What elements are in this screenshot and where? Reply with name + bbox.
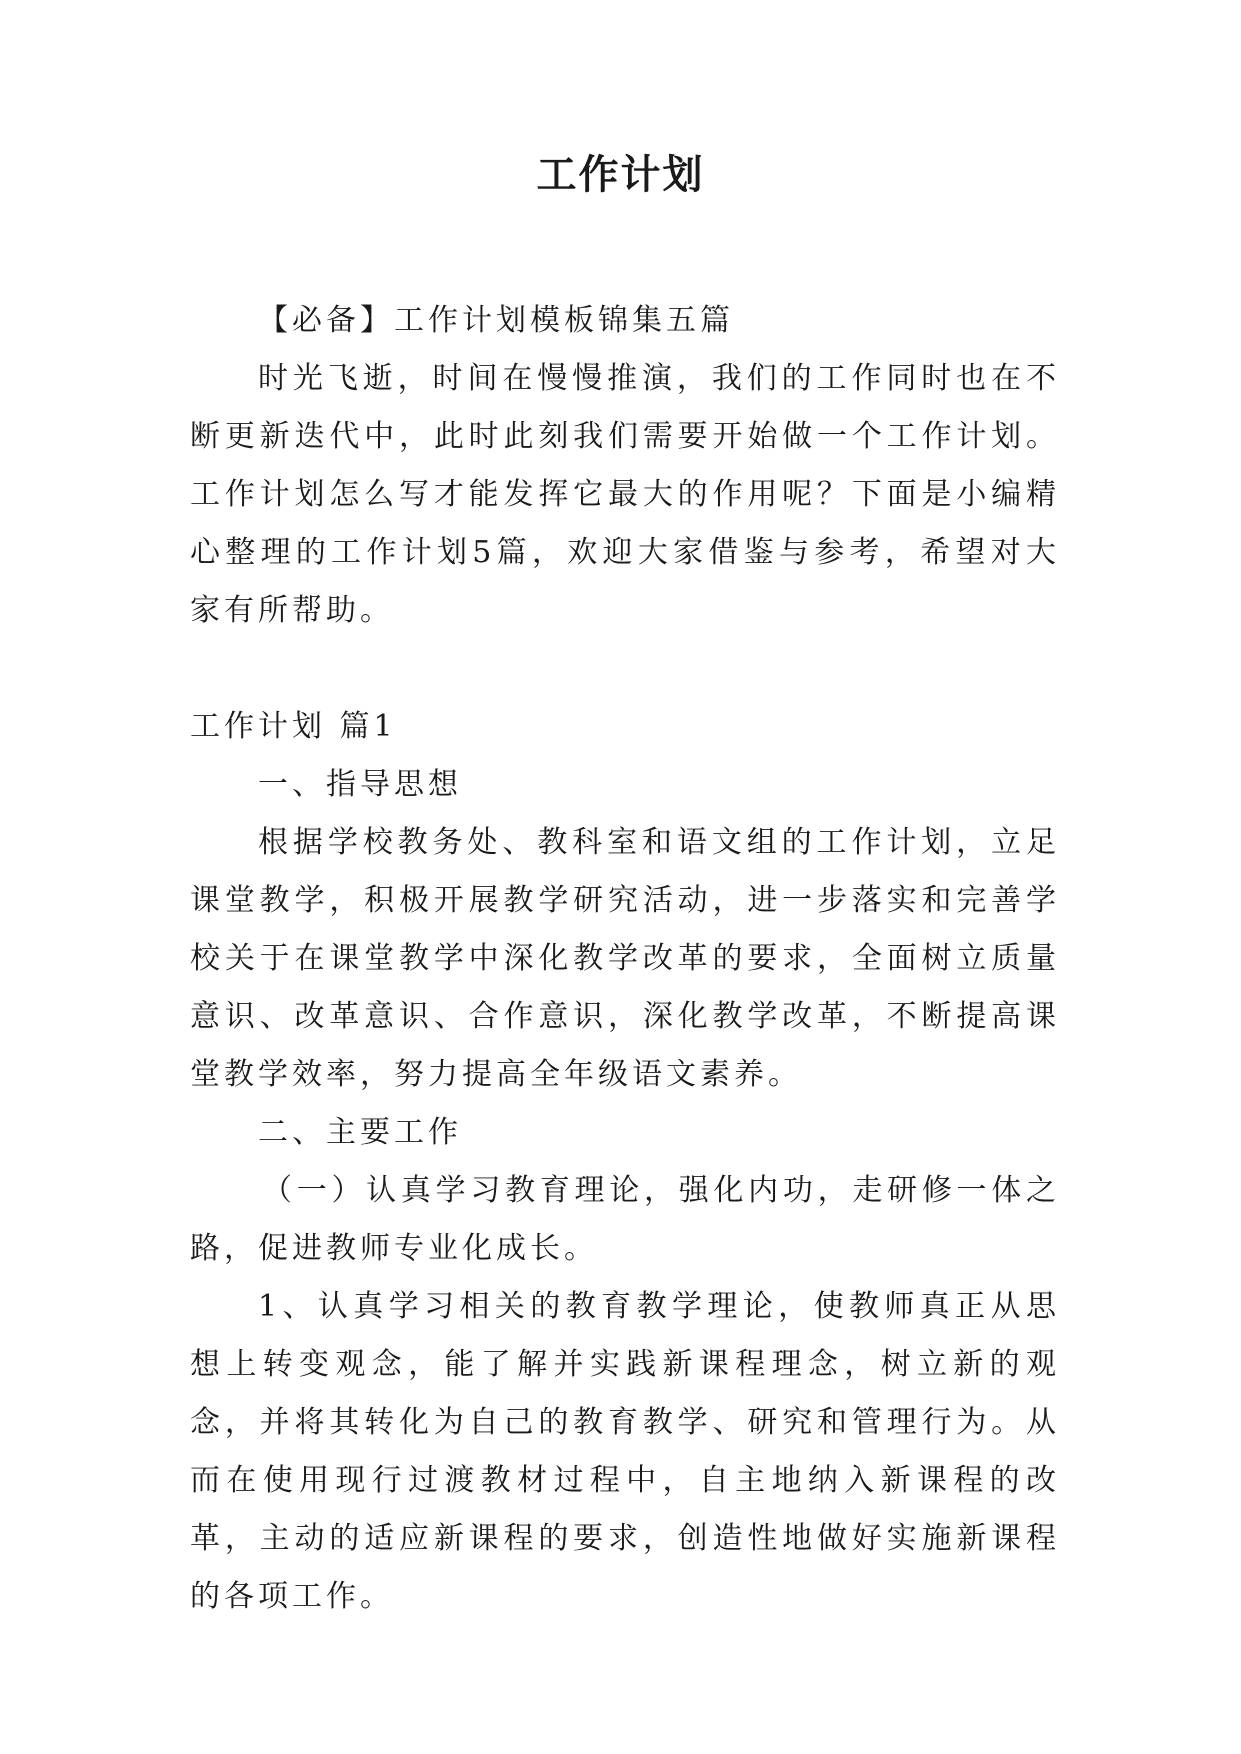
subheading-guiding-ideology: 一、指导思想 xyxy=(258,767,462,802)
guiding-ideology-paragraph: 根据学校教务处、教科室和语文组的工作计划，立足课堂教学，积极开展教学研究活动，进一步落实和完善学校关于在课堂教学中深化教学改革的要求，全面树立质量意识、改革意识、合作意识，深化教学改革，不断提高课堂教学效率，努力提高全年级语文素养。 xyxy=(190,825,1060,1092)
main-work-item-1: （一）认真学习教育理论，强化内功，走研修一体之路，促进教师专业化成长。 xyxy=(190,1173,1060,1266)
document-title: 工作计划 xyxy=(536,152,705,198)
intro-paragraph: 时光飞逝，时间在慢慢推演，我们的工作同时也在不断更新迭代中，此时此刻我们需要开始做一个工作计划。工作计划怎么写才能发挥它最大的作用呢？下面是小编精心整理的工作计划5篇，欢迎大家借鉴与参考，希望对大家有所帮助。 xyxy=(190,361,1060,628)
paragraph-spacer xyxy=(190,640,1060,698)
main-work-item-1-point-1: 1、认真学习相关的教育教学理论，使教师真正从思想上转变观念，能了解并实践新课程理念，树立新的观念，并将其转化为自己的教育教学、研究和管理行为。从而在使用现行过渡教材过程中，自主地纳入新课程的改革，主动的适应新课程的要求，创造性地做好实施新课程的各项工作。 xyxy=(190,1289,1060,1614)
section-heading-part-1: 工作计划 篇1 xyxy=(190,709,397,744)
subheading-main-work: 二、主要工作 xyxy=(258,1115,462,1150)
document-body xyxy=(190,292,1060,1626)
intro-heading: 【必备】工作计划模板锦集五篇 xyxy=(258,303,734,338)
